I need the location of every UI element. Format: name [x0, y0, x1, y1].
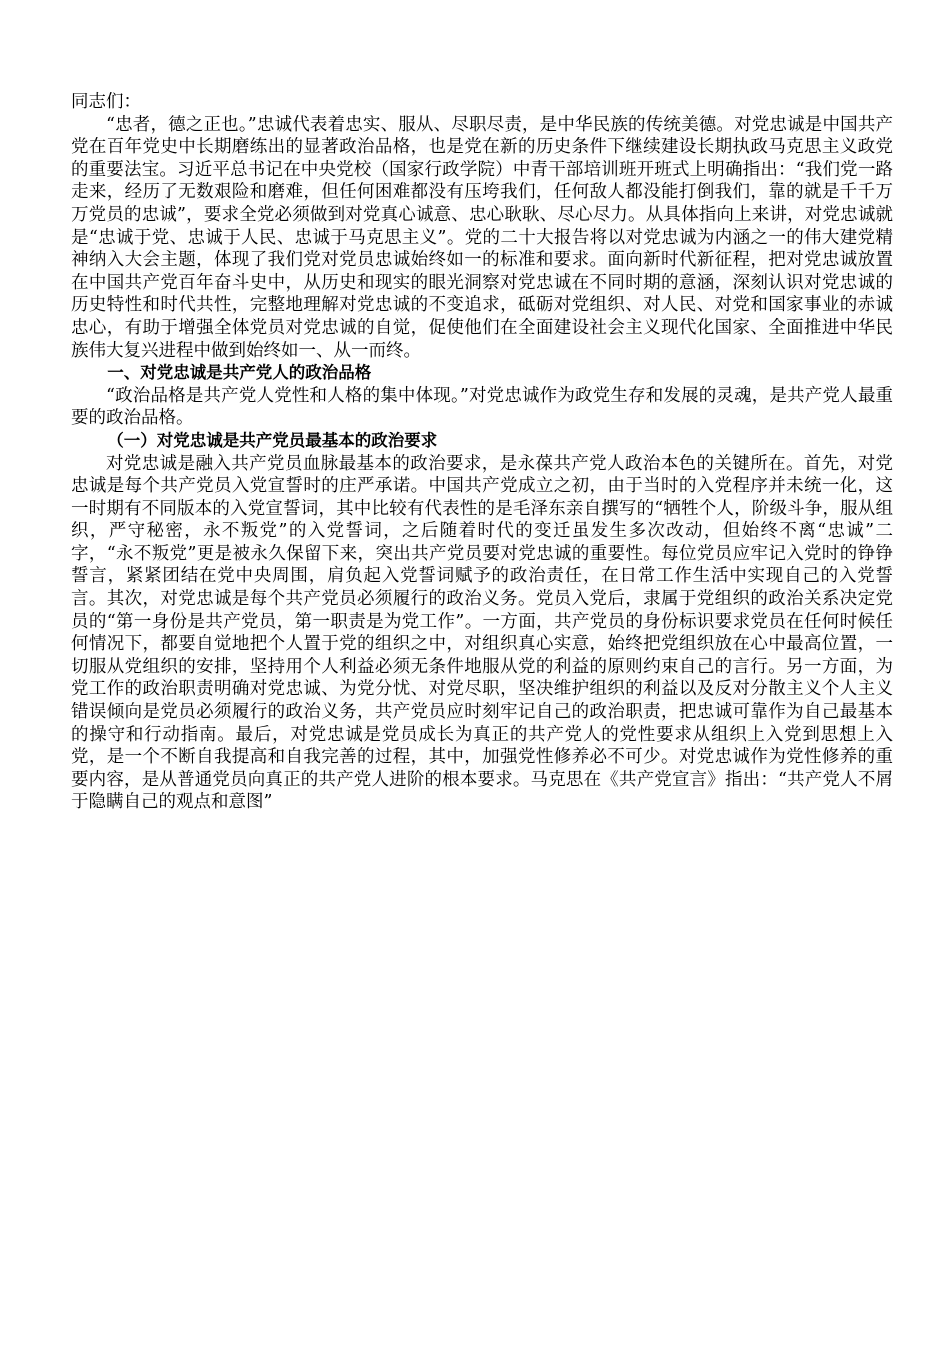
- paragraph-intro: “忠者，德之正也。”忠诚代表着忠实、服从、尽职尽责，是中华民族的传统美德。对党忠诚是中国共产党在百年党史中长期磨练出的显著政治品格，也是党在新的历史条件下继续建设长期执政马克思主义政党的重要法宝。习近平总书记在中央党校（国家行政学院）中青干部培训班开班式上明确指出：“我们党一路走来，经历了无数艰险和磨难，但任何困难都没有压垮我们，任何敌人都没能打倒我们，靠的就是千千万万党员的忠诚”，要求全党必须做到对党真心诚意、忠心耿耿、尽心尽力。从具体指向上来讲，对党忠诚就是“忠诚于党、忠诚于人民、忠诚于马克思主义”。党的二十大报告将以对党忠诚为内涵之一的伟大建党精神纳入大会主题，体现了我们党对党员忠诚始终如一的标准和要求。面向新时代新征程，把对党忠诚放置在中国共产党百年奋斗史中，从历史和现实的眼光洞察对党忠诚在不同时期的意涵，深刻认识对党忠诚的历史特性和时代共性，完整地理解对党忠诚的不变追求，砥砺对党组织、对人民、对党和国家事业的赤诚忠心，有助于增强全体党员对党忠诚的自觉，促使他们在全面建设社会主义现代化国家、全面推进中华民族伟大复兴进程中做到始终如一、从一而终。: [71, 114, 893, 361]
- document-body: [71, 91, 893, 814]
- paragraph-basic-requirement: 对党忠诚是融入共产党员血脉最基本的政治要求，是永葆共产党人政治本色的关键所在。首先，对党忠诚是每个共产党员入党宣誓时的庄严承诺。中国共产党成立之初，由于当时的入党程序并未统一化，这一时期有不同版本的入党宣誓词，其中比较有代表性的是毛泽东亲自撰写的“牺牲个人，阶级斗争，服从组织，严守秘密，永不叛党”的入党誓词，之后随着时代的变迁虽发生多次改动，但始终不离“忠诚”二字，“永不叛党”更是被永久保留下来，突出共产党员要对党忠诚的重要性。每位党员应牢记入党时的铮铮誓言，紧紧团结在党中央周围，肩负起入党誓词赋予的政治责任，在日常工作生活中实现自己的入党誓言。其次，对党忠诚是每个共产党员必须履行的政治义务。党员入党后，隶属于党组织的政治关系决定党员的“第一身份是共产党员，第一职责是为党工作”。一方面，共产党员的身份标识要求党员在任何时候任何情况下，都要自觉地把个人置于党的组织之中，对组织真心实意，始终把党组织放在心中最高位置，一切服从党组织的安排，坚持用个人利益必须无条件地服从党的利益的原则约束自己的言行。另一方面，为党工作的政治职责明确对党忠诚、为党分忧、对党尽职，坚决维护组织的利益以及反对分散主义个人主义错误倾向是党员必须履行的政治义务，共产党员应时刻牢记自己的政治职责，把忠诚可靠作为自己最基本的操守和行动指南。最后，对党忠诚是党员成长为真正的共产党人的党性要求从组织上入党到思想上入党，是一个不断自我提高和自我完善的过程，其中，加强党性修养必不可少。对党忠诚作为党性修养的重要内容，是从普通党员向真正的共产党人进阶的根本要求。马克思在《共产党宣言》指出：“共产党人不屑于隐瞒自己的观点和意图”: [71, 453, 893, 813]
- subsection-heading-1: （一）对党忠诚是共产党员最基本的政治要求: [107, 430, 438, 450]
- salutation: 同志们：: [71, 92, 141, 112]
- paragraph-political-character: “政治品格是共产党人党性和人格的集中体现。”对党忠诚作为政党生存和发展的灵魂，是共产党人最重要的政治品格。: [71, 385, 893, 429]
- section-heading-1: 一、对党忠诚是共产党人的政治品格: [107, 363, 372, 383]
